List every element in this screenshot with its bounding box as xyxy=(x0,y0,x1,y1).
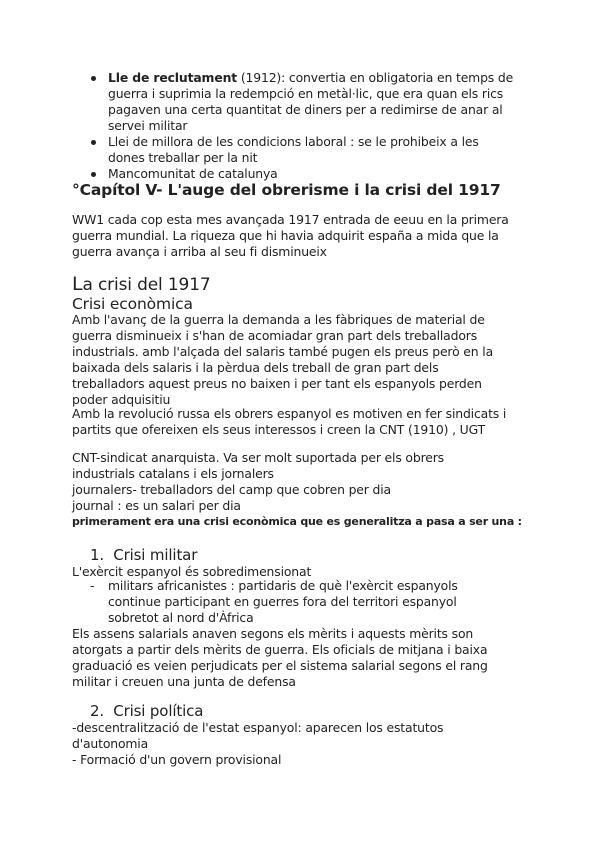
paragraph-line: journal : es un salari per dia xyxy=(72,498,241,513)
dash-item-line: continue participant en guerres fora del territori espanyol xyxy=(108,594,457,609)
paragraph-line: partits que ofereixen els seus interessos i creen la CNT (1910) , UGT xyxy=(72,422,486,437)
paragraph-line: CNT-sindicat anarquista. Va ser molt suportada per els obrers xyxy=(72,450,444,465)
bullet-item-mancomunitat: Mancomunitat de catalunya xyxy=(108,166,278,181)
intro-paragraph-line: WW1 cada cop esta mes avançada 1917 entrada de eeuu en la primera xyxy=(72,212,509,227)
paragraph-line: atorgats a partir dels mèrits de guerra. Els oficials de mitjana i baixa xyxy=(72,642,488,657)
bullet-dot xyxy=(91,140,96,145)
numbered-heading-military xyxy=(90,545,540,565)
bullet-item-recruitment-law xyxy=(108,70,540,86)
numbered-heading-political xyxy=(90,701,540,721)
paragraph-line: - Formació d'un govern provisional xyxy=(72,752,282,767)
subsection-heading-military: Crisi militar xyxy=(113,546,198,564)
paragraph-line: graduació es veien perjudicats per el sistema salarial segons el rang xyxy=(72,658,488,673)
paragraph-line-bold: primerament era una crisi econòmica que es generalitza a pasa a ser una : xyxy=(72,515,522,528)
subsection-heading-political: Crisi política xyxy=(113,702,204,720)
list-number: 1. xyxy=(90,546,105,564)
paragraph-line: guerra disminueix i s'han de acomiadar gran part dels treballadors xyxy=(72,328,478,343)
bullet-term: Lle de reclutament xyxy=(108,70,238,85)
dash-marker: - xyxy=(90,578,95,593)
section-heading-initial: L xyxy=(72,273,83,295)
paragraph-line: militar i creuen una junta de defensa xyxy=(72,674,296,689)
paragraph-line: L'exèrcit espanyol és sobredimensionat xyxy=(72,564,312,579)
bullet-dot xyxy=(91,76,96,81)
list-number: 2. xyxy=(90,702,105,720)
bullet-dot xyxy=(91,172,96,177)
paragraph-line: Els assens salarials anaven segons els mèrits i aquests mèrits son xyxy=(72,626,474,641)
paragraph-line: journalers- treballadors del camp que cobren per dia xyxy=(72,482,391,497)
bullet-text-line: guerra i suprimia la redempció en metàl·lic, que era quan els rics xyxy=(108,86,504,101)
bullet-text-line: dones treballar per la nit xyxy=(108,150,258,165)
paragraph-line: industrials catalans i els jornalers xyxy=(72,466,274,481)
paragraph-line: Amb l'avanç de la guerra la demanda a les fàbriques de material de xyxy=(72,312,485,327)
bullet-text: (1912): convertia en obligatoria en temps de xyxy=(237,70,514,85)
intro-paragraph-line: guerra mundial. La riqueza que hi havia adquirit españa a mida que la xyxy=(72,228,499,243)
paragraph-line: poder adquisitiu xyxy=(72,392,171,407)
dash-item-line: militars africanistes : partidaris de què l'exèrcit espanyols xyxy=(108,578,458,593)
bullet-text-line: pagaven una certa quantitat de diners per a redimirse de anar al xyxy=(108,102,503,117)
section-heading xyxy=(72,273,540,296)
paragraph-line: industrials. amb l'alçada del salaris també pugen els preus però en la xyxy=(72,344,494,359)
chapter-heading: °Capítol V- L'auge del obrerisme i la crisi del 1917 xyxy=(72,181,501,199)
paragraph-line: d'autonomia xyxy=(72,736,149,751)
paragraph-line: -descentralització de l'estat espanyol: aparecen los estatutos xyxy=(72,720,444,735)
bullet-text-line: servei militar xyxy=(108,118,188,133)
dash-item-line: sobretot al nord d'Àfrica xyxy=(108,610,254,625)
paragraph-line: Amb la revolució russa els obrers espanyol es motiven en fer sindicats i xyxy=(72,406,507,421)
subsection-heading-economic: Crisi econòmica xyxy=(72,295,193,313)
intro-paragraph-line: guerra avança i arriba al seu fi disminueix xyxy=(72,244,327,259)
bullet-item-labour-law: Llei de millora de les condicions laboral : se le prohibeix a les xyxy=(108,134,479,149)
paragraph-line: treballadors aquest preus no baixen i per tant els espanyols perden xyxy=(72,376,482,391)
paragraph-line: baixada dels salaris i la pèrdua dels treball de gran part dels xyxy=(72,360,439,375)
section-heading-rest: a crisi del 1917 xyxy=(82,275,211,295)
